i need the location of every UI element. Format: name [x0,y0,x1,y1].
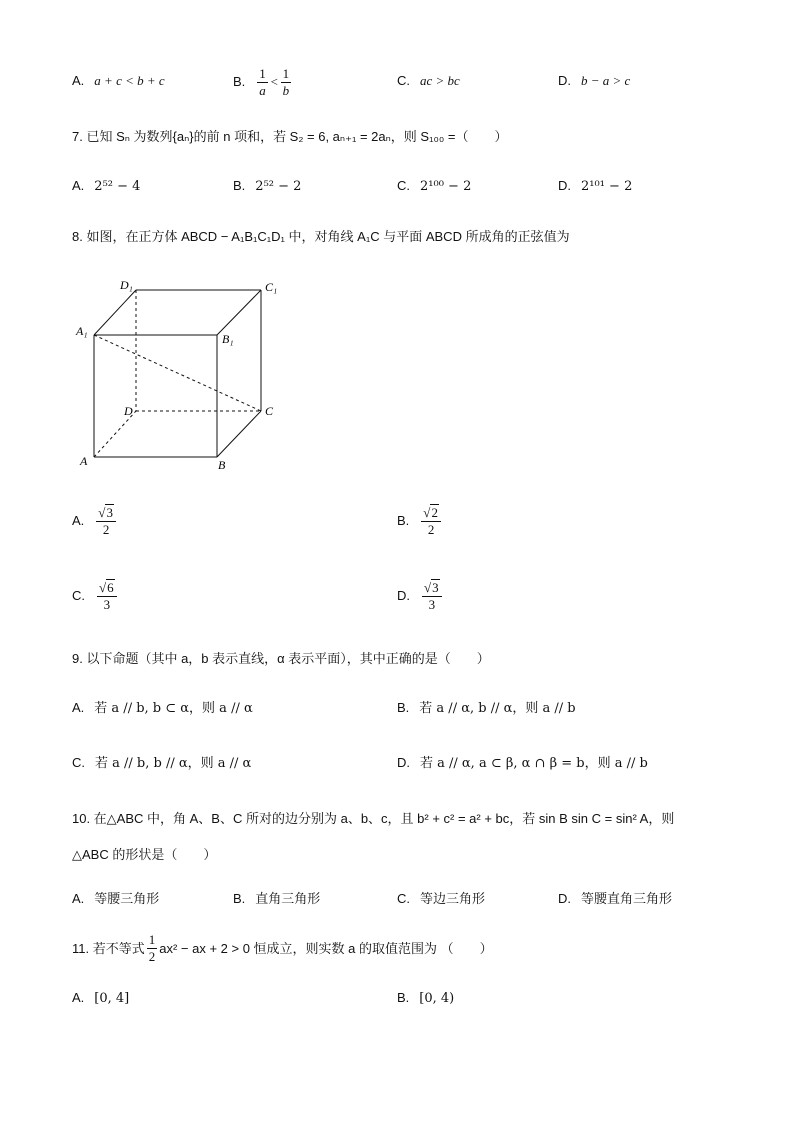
option-label: B. [233,178,246,193]
option-text: 等腰三角形 [94,892,160,907]
option-label: C. [72,588,85,603]
q11-option-b[interactable] [397,989,454,1008]
option-text: [0, 4] [94,991,130,1006]
option-label: A. [72,513,85,528]
q6-option-c[interactable] [397,72,460,91]
q11-stem-suffix: ax² − ax + 2 > 0 恒成立，则实数 a 的取值范围为 （ ） [159,940,493,956]
q11-stem-prefix: 11. 若不等式 [72,940,145,956]
q8-option-d[interactable] [397,580,444,613]
option-label: D. [397,588,410,603]
fraction-numerator: 1 [282,66,290,81]
option-text: 若 a // b, b // α，则 a // α [95,756,252,771]
fraction-denominator: b [282,83,290,98]
fraction [147,932,158,965]
radicand: 6 [107,580,114,595]
option-text: 2¹⁰¹ − 2 [581,179,633,194]
option-label: B. [397,990,410,1005]
option-label: D. [558,178,571,193]
q9-option-d[interactable] [397,754,648,773]
q7-option-b[interactable] [233,177,301,196]
option-text: [0, 4) [419,991,455,1006]
option-label: A. [72,178,85,193]
option-label: D. [558,73,571,88]
fraction-denominator: 2 [148,949,156,964]
option-text: 等腰直角三角形 [581,892,673,907]
label-b: B [218,458,226,472]
edge-bc [217,411,261,457]
label-c: C [265,404,274,418]
option-text: 2⁵² − 4 [94,179,141,194]
q10-option-c[interactable] [397,890,485,909]
q6-option-a[interactable] [72,72,165,91]
q6-option-d[interactable] [558,72,630,91]
q8-option-c[interactable] [72,580,119,613]
option-label: B. [397,700,410,715]
option-text: b − a > c [581,73,631,88]
q8-stem: 8. 如图，在正方体 ABCD − A₁B₁C₁D₁ 中，对角线 A₁C 与平面 ABCD 所成角的正弦值为 [72,229,570,244]
fraction-numerator [421,505,441,522]
label-b1: B₁ [222,332,234,346]
fraction [96,505,116,538]
option-text: a + c < b + c [94,73,165,88]
sqrt: √3 [424,580,439,595]
relation-symbol: < [269,74,279,89]
fraction-denominator: 2 [427,522,435,537]
fraction-numerator: 1 [148,932,156,947]
option-label: A. [72,73,85,88]
radicand: 2 [431,505,438,520]
radicand: 3 [432,580,439,595]
option-label: D. [397,755,410,770]
fraction [422,580,442,613]
fraction-numerator [97,580,117,597]
option-label: C. [397,73,410,88]
fraction [97,580,117,613]
label-a1: A₁ [76,324,88,338]
q10-stem-line2: △ABC 的形状是（ ） [72,847,217,862]
sqrt: √3 [98,505,113,520]
option-label: C. [72,755,85,770]
q8-option-b[interactable] [397,505,443,538]
sqrt: √2 [423,505,438,520]
cube-figure [70,275,290,475]
q10-option-a[interactable] [72,890,159,909]
label-c1: C₁ [265,280,278,294]
option-text: 等边三角形 [420,892,486,907]
option-label: A. [72,700,85,715]
option-label: B. [397,513,410,528]
fraction-numerator: 1 [259,66,266,81]
option-label: A. [72,990,85,1005]
q7-option-a[interactable] [72,177,140,196]
fraction-numerator [96,505,116,522]
q10-option-b[interactable] [233,890,320,909]
option-text: 2¹⁰⁰ − 2 [420,179,472,194]
q11-option-a[interactable] [72,989,129,1008]
edge-b1c1 [217,290,261,335]
q6-option-b[interactable] [233,66,293,99]
label-d1: D₁ [120,278,133,292]
option-label: B. [233,74,246,89]
option-text: 若 a // b, b ⊂ α，则 a // α [94,701,253,716]
option-label: B. [233,891,246,906]
fraction [257,66,268,99]
option-text: 2⁵² − 2 [255,179,302,194]
fraction-denominator: a [259,83,266,98]
option-label: D. [558,891,571,906]
sqrt: √6 [99,580,114,595]
q9-option-c[interactable] [72,754,251,773]
q9-option-b[interactable] [397,699,576,718]
fraction [281,66,292,99]
option-label: A. [72,891,85,906]
option-text: 若 a // α, a ⊂ β, α ∩ β = b，则 a // b [420,756,648,771]
option-text: ac > bc [420,73,460,88]
q11-stem [72,932,493,965]
q9-option-a[interactable] [72,699,253,718]
q7-stem: 7. 已知 Sₙ 为数列{aₙ}的前 n 项和，若 S₂ = 6, aₙ₊₁ = 2aₙ，则 S₁₀₀ =（ ） [72,129,508,144]
label-a: A [80,454,88,468]
fraction-numerator [422,580,442,597]
q7-option-c[interactable] [397,177,471,196]
fraction-denominator: 3 [103,597,111,612]
q10-stem-line1: 10. 在△ABC 中，角 A、B、C 所对的边分别为 a、b、c，且 b² + c² = a² + bc，若 sin B sin C = sin² A，则 [72,811,675,826]
q9-stem: 9. 以下命题（其中 a，b 表示直线，α 表示平面），其中正确的是（ ） [72,651,490,666]
option-label: C. [397,178,410,193]
q10-option-d[interactable] [558,890,672,909]
option-text: 直角三角形 [255,892,321,907]
label-d: D [124,404,133,418]
fraction [421,505,441,538]
edge-a1d1 [94,290,136,335]
diagonal-a1c [94,335,261,411]
radicand: 3 [106,505,113,520]
option-text: 若 a // α, b // α，则 a // b [419,701,576,716]
fraction-denominator: 2 [102,522,110,537]
fraction-denominator: 3 [428,597,436,612]
option-label: C. [397,891,410,906]
q7-option-d[interactable] [558,177,632,196]
q8-option-a[interactable] [72,505,118,538]
